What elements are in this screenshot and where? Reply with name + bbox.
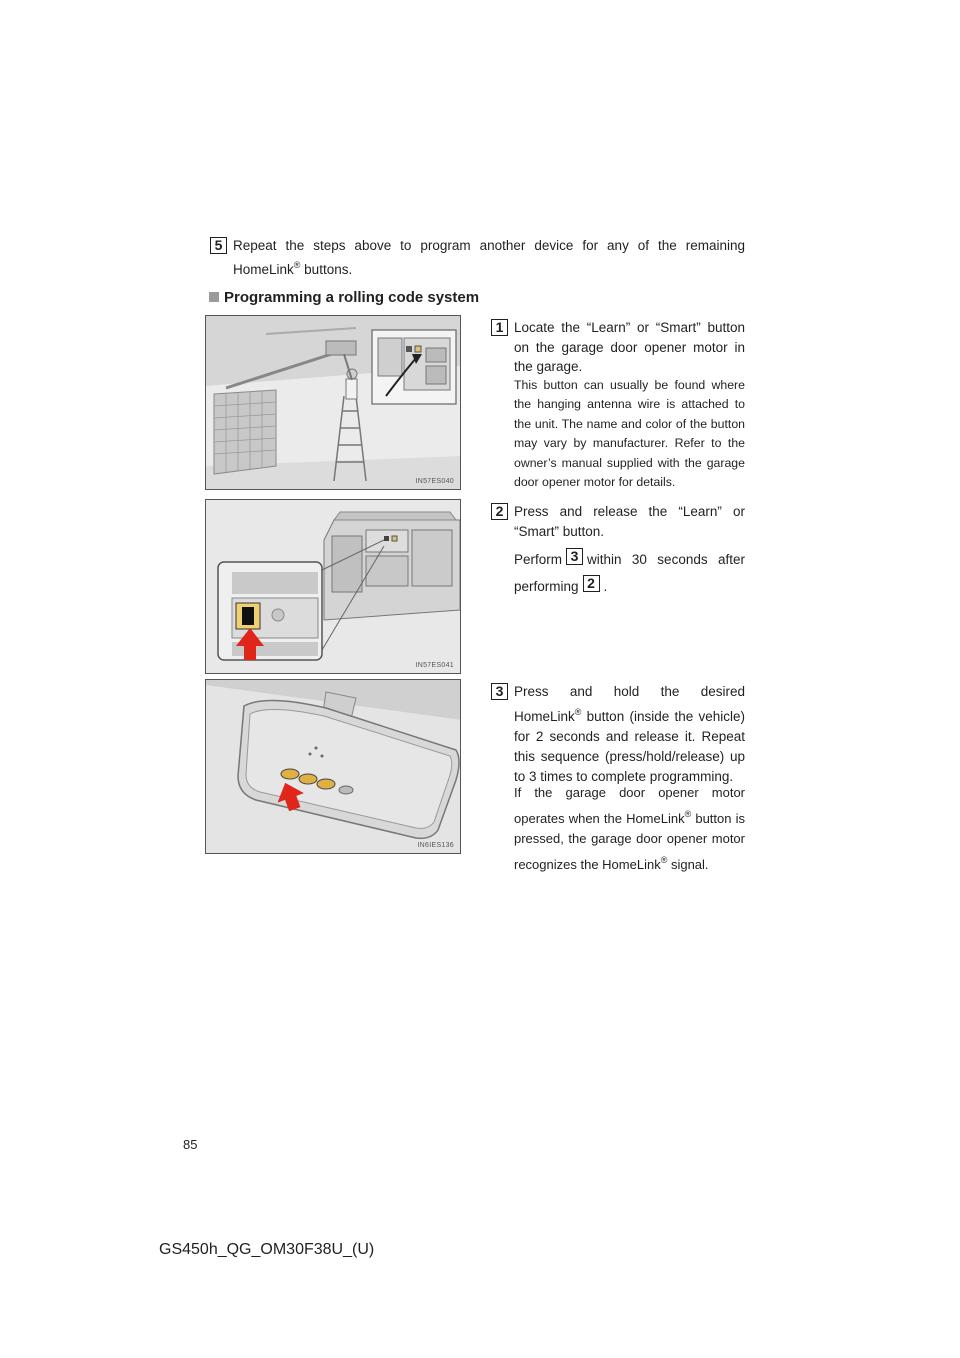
step-number-badge: 1 [491, 319, 508, 336]
section-heading [209, 288, 479, 308]
page-number: 85 [183, 1137, 198, 1152]
intro-text: Repeat the steps above to program another device for any of the remaining HomeLink [233, 238, 745, 277]
step-number-badge: 2 [491, 503, 508, 520]
step-3-detail-text: signal. [667, 856, 709, 872]
step-3-text-part: button (inside the vehicle) for 2 seconds and release it. Repeat this sequence (press/hold/release) up to 3 times to complete programming. [514, 709, 745, 784]
learn-button-illustration [206, 500, 461, 674]
step-1-text: Locate the “Learn” or “Smart” button on the garage door opener motor in the garage. [514, 320, 745, 375]
registered-mark: ® [293, 259, 301, 270]
figure-garage-opener [205, 315, 461, 490]
step-2-detail [514, 546, 745, 600]
step-2-text: Press and release the “Learn” or “Smart” button. [514, 504, 745, 539]
step-reference-badge: 3 [566, 548, 583, 565]
step-3-text-part: Press and hold the desired HomeLink [514, 684, 745, 724]
step-3-text [514, 682, 745, 787]
step-3-detail [514, 783, 745, 875]
step-number-badge: 3 [491, 683, 508, 700]
intro-text-end: buttons. [300, 261, 353, 277]
step-2-detail-text: Perform [514, 552, 563, 567]
step-3-detail-text: button is pressed, the garage door opener motor recognizes the HomeLink [514, 810, 745, 872]
mirror-illustration [206, 680, 461, 854]
step-1-detail: This button can usually be found where the hanging antenna wire is attached to the unit. The name and color of the button may vary by manufacturer. Refer to the owner’s manual supplied with the garage door opener motor for details. [514, 378, 745, 490]
figure-learn-button [205, 499, 461, 674]
registered-mark: ® [684, 808, 692, 819]
document-code: GS450h_QG_OM30F38U_(U) [159, 1241, 375, 1258]
registered-mark: ® [574, 707, 582, 717]
figure-code: IN6IES136 [417, 842, 454, 849]
garage-illustration [206, 316, 461, 490]
intro-paragraph [233, 236, 745, 279]
step-number-badge: 5 [210, 237, 227, 254]
step-2-detail-text: . [603, 579, 608, 594]
section-heading-text: Programming a rolling code system [224, 289, 480, 306]
figure-code: IN57ES040 [415, 478, 454, 485]
step-2-detail-text: within 30 seconds after performing [514, 552, 745, 594]
figure-code: IN57ES041 [415, 662, 454, 669]
step-reference-badge: 2 [583, 575, 600, 592]
registered-mark: ® [660, 854, 668, 865]
figure-homelink-mirror [205, 679, 461, 854]
square-bullet-icon [209, 292, 219, 302]
step-3-detail-text: If the garage door opener motor operates when the HomeLink [514, 785, 745, 826]
